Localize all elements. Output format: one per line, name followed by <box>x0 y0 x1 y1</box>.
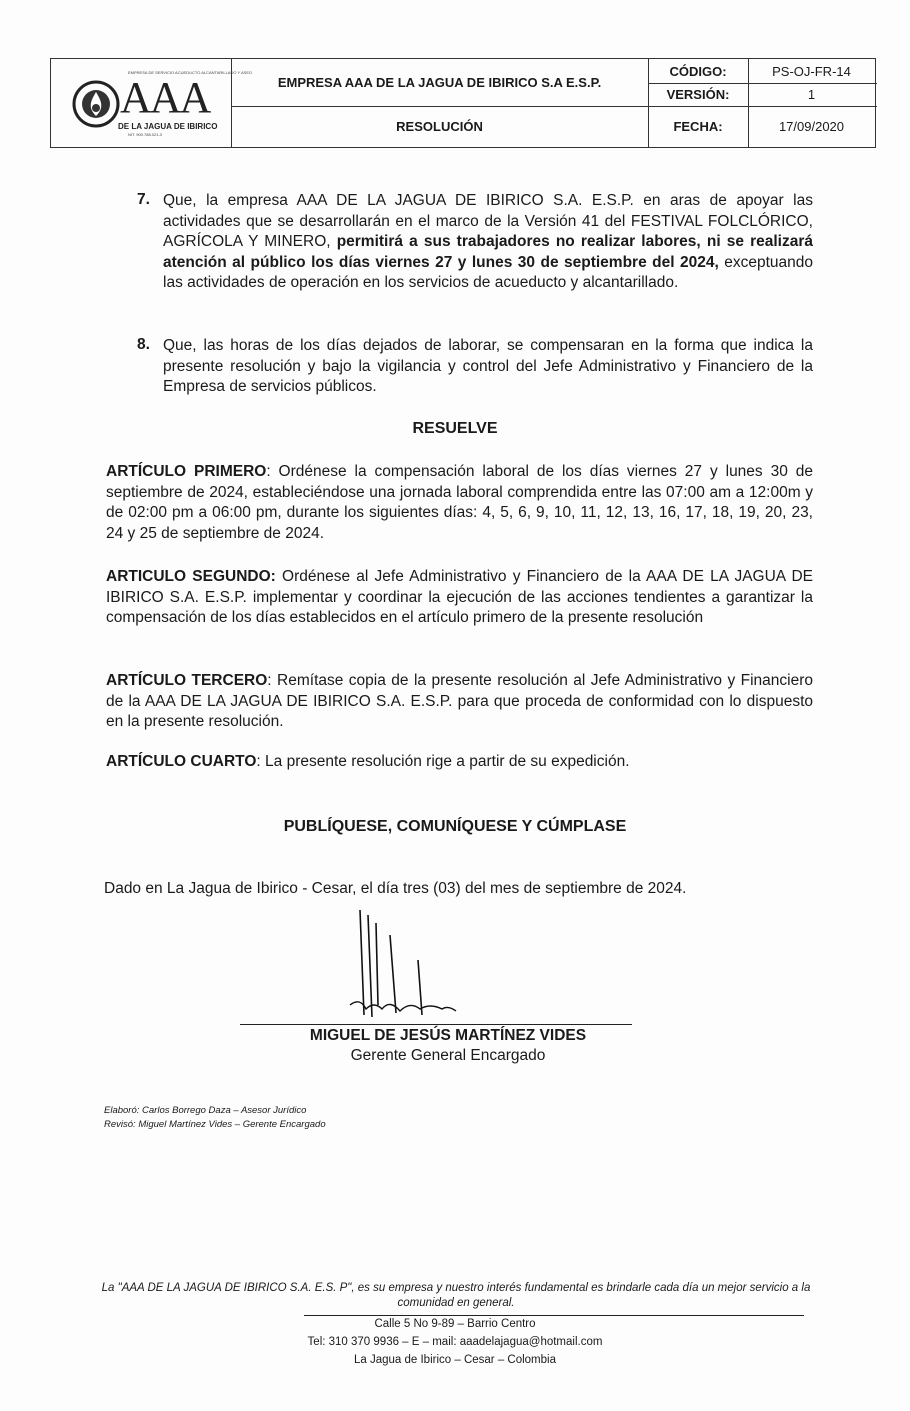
logo-tagline: EMPRESA DE SERVICIO ACUEDUCTO ALCANTARILLADO Y ASEO <box>128 70 253 75</box>
text: Que, la empresa AAA DE LA JAGUA DE IBIRICO S.A. E.S.P. en aras de apoyar las actividades que se desarrollarán en el marco de la Versión 41 del FESTIVAL FOLCLÓRICO, AGRÍCOLA Y MINERO, <box>163 192 813 250</box>
footer-address: Calle 5 No 9-89 – Barrio Centro <box>374 1318 536 1330</box>
reviewed-by: Revisó: Miguel Martínez Vides – Gerente Encargado <box>104 1119 326 1130</box>
article-primero <box>106 462 813 544</box>
footer-rule <box>304 1315 804 1316</box>
footer-motto: La "AAA DE LA JAGUA DE IBIRICO S.A. E.S. P", es su empresa y nuestro interés fundamental es brindarle cada día un mejor servicio a la comunidad en general. <box>101 1282 811 1309</box>
given-statement: Dado en La Jagua de Ibirico - Cesar, el día tres (03) del mes de septiembre de 2024. <box>104 880 687 897</box>
consideration-8 <box>163 336 813 398</box>
text: Remítase copia de la presente resolución al Jefe Administrativo y Financiero de la AAA DE LA JAGUA DE IBIRICO S.A. E.S.P. para que proceda de conformidad con lo dispuesto en la presente resolución. <box>106 672 813 730</box>
article-label: ARTÍCULO TERCERO <box>106 672 268 689</box>
document-type: RESOLUCIÓN <box>396 119 483 134</box>
text: : <box>256 753 261 770</box>
water-drop-icon <box>72 74 122 134</box>
signature-line <box>240 1024 632 1025</box>
footer-city: La Jagua de Ibirico – Cesar – Colombia <box>353 1354 556 1366</box>
footer-contact: Tel: 310 370 9936 – E – mail: aaadelajagua@hotmail.com <box>307 1336 603 1348</box>
text: Ordénese al Jefe Administrativo y Financiero de la AAA DE LA JAGUA DE IBIRICO S.A. E.S.P. implementar y coordinar la ejecución de las acciones tendientes a garantizar la compensación de los días establecidos en el artículo primero de la presente resolución <box>106 568 813 626</box>
logo-nit: NIT. 900.788.021-3 <box>128 132 163 137</box>
logo-text: AAA <box>120 73 210 122</box>
article-label: ARTÍCULO PRIMERO <box>106 463 267 480</box>
signer-title: Gerente General Encargado <box>350 1047 546 1064</box>
article-label: ARTÍCULO CUARTO <box>106 753 257 770</box>
code-label: CÓDIGO: <box>669 63 727 79</box>
article-label: ARTICULO SEGUNDO: <box>106 568 276 585</box>
version-label: VERSIÓN: <box>666 87 730 102</box>
text: La presente resolución rige a partir de su expedición. <box>260 753 630 770</box>
elaborated-by: Elaboró: Carlos Borrego Daza – Asesor Jurídico <box>104 1105 307 1116</box>
bold-text: permitirá a sus trabajadores no realizar labores, ni se realizará atención al público los días viernes 27 y lunes 30 de septiembre del 2024, <box>163 233 813 271</box>
resuelve-heading: RESUELVE <box>412 420 498 437</box>
text: Que, las horas de los días dejados de laborar, se compensaran en la forma que indica la presente resolución y bajo la vigilancia y control del Jefe Administrativo y Financiero de la Empresa de servicios públicos. <box>163 337 813 395</box>
article-segundo <box>106 567 813 629</box>
company-logo <box>72 66 253 144</box>
text: Ordénese la compensación laboral de los días viernes 27 y lunes 30 de septiembre de 2024, estableciéndose una jornada laboral comprendida entre las 07:00 am a 12:00m y de 02:00 pm a 06:00 pm, durante los siguientes días: 4, 5, 6, 9, 10, 11, 12, 13, 16, 17, 18, 19, 20, 23, 24 y 25 de septiembre de 2024. <box>106 463 813 542</box>
text: : <box>266 463 271 480</box>
publish-heading: PUBLÍQUESE, COMUNÍQUESE Y CÚMPLASE <box>283 818 627 835</box>
company-name: EMPRESA AAA DE LA JAGUA DE IBIRICO S.A E.S.P. <box>277 75 602 90</box>
handwritten-signature <box>330 905 470 1025</box>
logo-subtitle: DE LA JAGUA DE IBIRICO <box>118 122 218 131</box>
date-label: FECHA: <box>673 119 723 134</box>
version-value: 1 <box>807 87 816 102</box>
code-value: PS-OJ-FR-14 <box>772 63 851 79</box>
signer-name: MIGUEL DE JESÚS MARTÍNEZ VIDES <box>309 1027 587 1044</box>
text: : <box>267 672 272 689</box>
item-number: 8. <box>137 336 150 353</box>
consideration-7 <box>163 191 813 294</box>
article-cuarto <box>106 752 813 773</box>
article-tercero <box>106 671 813 733</box>
text: exceptuando las actividades de operación en los servicios de acueducto y alcantarillado. <box>163 253 813 291</box>
item-number: 7. <box>137 191 150 208</box>
date-value: 17/09/2020 <box>778 119 845 134</box>
